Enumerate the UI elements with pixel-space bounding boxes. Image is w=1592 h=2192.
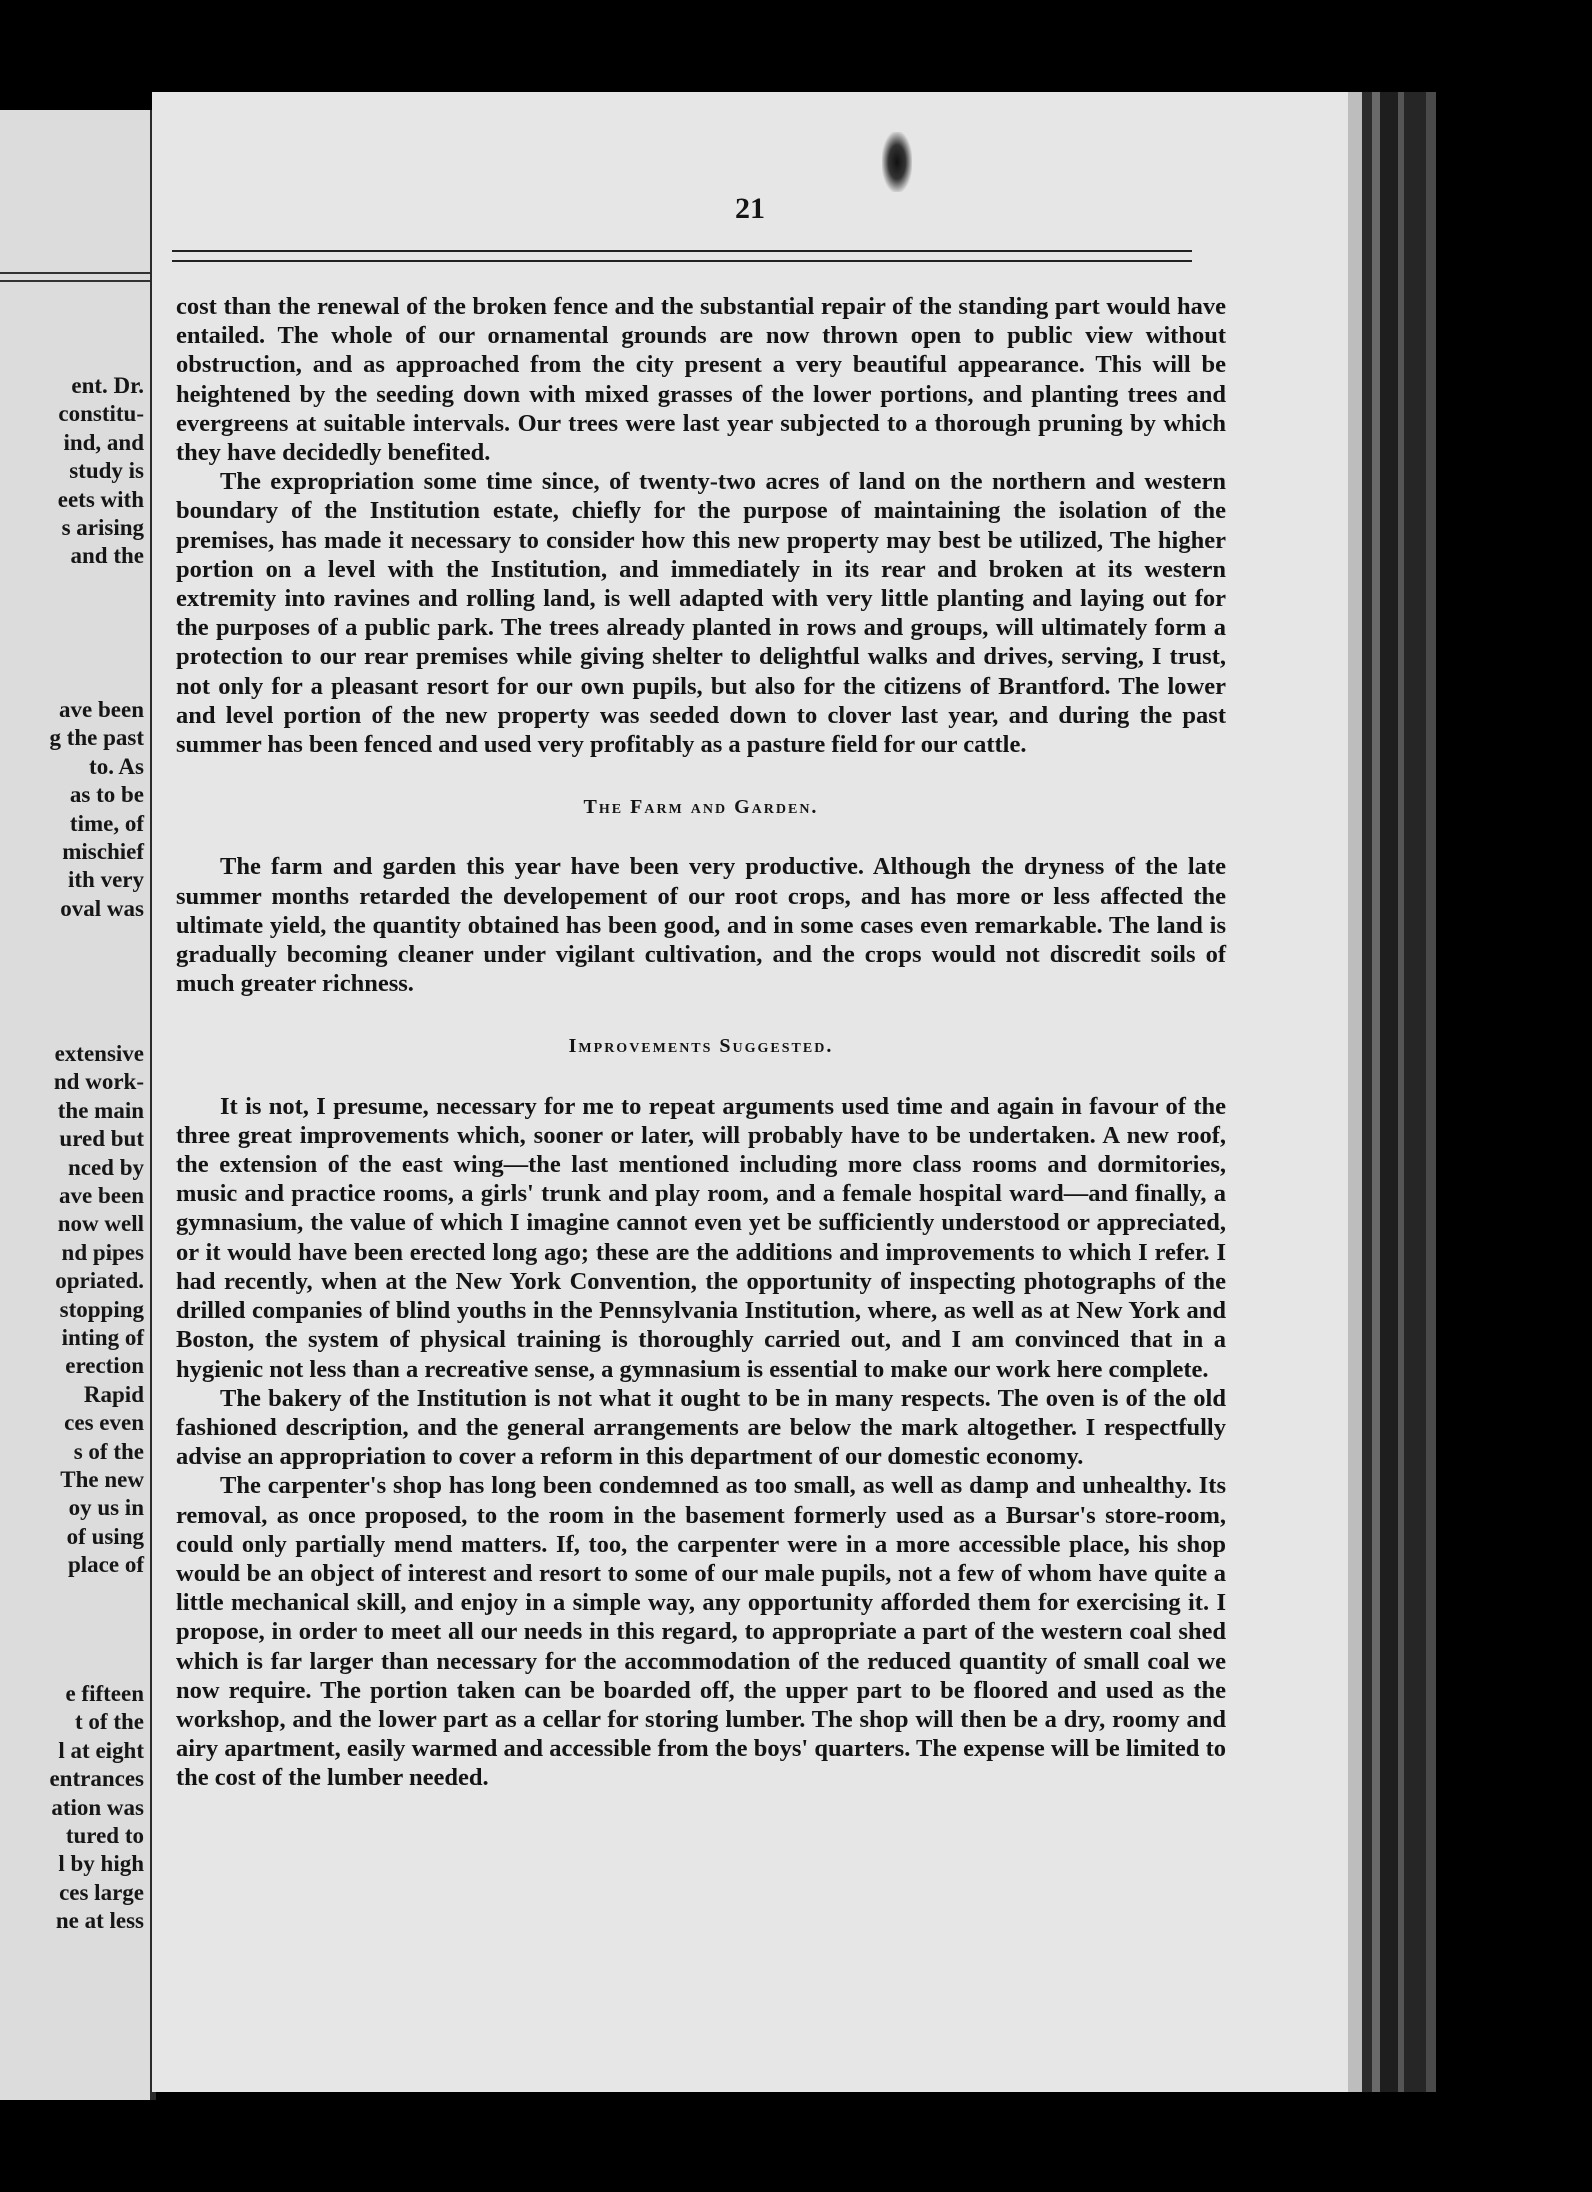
body-text	[176, 292, 1226, 1793]
left-page-line: l at eight	[58, 1737, 144, 1763]
page-number: 21	[735, 192, 765, 225]
left-page-line: ave been	[59, 697, 144, 722]
left-page-line: opriated.	[55, 1268, 144, 1294]
paragraph: The carpenter's shop has long been condemned as too small, as well as damp and unhealthy. Its removal, as once proposed, to the room in the basement formerly used as a Bursar's store-room, could only partially mend matters. If, too, the carpenter were in a more accessible place, his shop would be an object of interest and resort to some of our male pupils, not a few of whom have quite a little mechanical skill, and enjoy in a simple way, any opportunity afforded them for exercising it. I propose, in order to meet all our needs in this regard, to appropriate a part of the western coal shed which is far larger than necessary for the accommodation of the reduced quantity of small coal we now require. The portion taken can be boarded off, the upper part to be floored and used as the workshop, and the lower part as a cellar for storing lumber. The shop will then be a dry, roomy and airy apartment, easily warmed and accessible from the boys' quarters. The expense will be limited to the cost of the lumber needed.	[176, 1472, 1226, 1792]
left-page-line: ent. Dr.	[71, 373, 144, 398]
left-page-line: to. As	[89, 753, 144, 779]
left-page-line: The new	[60, 1467, 144, 1492]
left-page-line: ured but	[59, 1126, 144, 1152]
left-page-line: entrances	[49, 1766, 144, 1792]
left-page-line: erection	[65, 1353, 144, 1379]
left-page-line: nd pipes	[61, 1239, 144, 1265]
paragraph: The expropriation some time since, of twenty-two acres of land on the northern and western boundary of the Institution estate, chiefly for the purpose of maintaining the isolation of the premises, has made it necessary to consider how this new property may best be utilized, The higher portion on a level with the Institution, and immediately in its rear and broken at its western extremity into ravines and rolling land, is well adapted with very little planting and laying out for the purposes of a public park. The trees already planted in rows and groups, will ultimately form a protection to our rear premises while giving shelter to delightful walks and drives, serving, I trust, not only for a pleasant resort for our own pupils, but also for the citizens of Brantford. The lower and level portion of the new property was seeded down to clover last year, and during the past summer has been fenced and used very profitably as a pasture field for our cattle.	[176, 468, 1226, 759]
left-page-line: of using	[66, 1523, 144, 1549]
section-heading-improvements: Improvements Suggested.	[568, 1035, 834, 1058]
section-heading-farm: The Farm and Garden.	[583, 796, 819, 819]
page	[152, 92, 1348, 2092]
left-page-line: as to be	[69, 782, 144, 808]
left-page-line: extensive	[54, 1041, 144, 1066]
left-page-line: t of the	[75, 1709, 144, 1735]
left-page-line: study is	[69, 458, 144, 484]
paragraph: cost than the renewal of the broken fence and the substantial repair of the standing part would have entailed. The whole of our ornamental grounds are now thrown open to public view without obstruction, and as approached from the city present a very beautiful appearance. This will be heightened by the seeding down with mixed grasses of the lower portions, and planting trees and evergreens at suitable intervals. Our trees were last year subjected to a thorough pruning by which they have decidedly benefited.	[176, 293, 1226, 467]
left-page-line: nced by	[67, 1154, 144, 1180]
left-page-line: constitu-	[58, 401, 144, 427]
left-page-line: ind, and	[63, 429, 144, 455]
left-page-fragment	[0, 110, 156, 2100]
page-edge	[1362, 92, 1372, 2092]
left-page-rule	[0, 280, 150, 282]
left-page-line: ith very	[67, 867, 144, 893]
page-edge	[1426, 92, 1436, 2092]
paragraph: The farm and garden this year have been very productive. Although the dryness of the late summer months retarded the developement of our root crops, and has more or less affected the ultimate yield, the quantity obtained has been good, and in some cases even remarkable. The land is gradually becoming cleaner under vigilant cultivation, and the crops would not discredit soils of much greater richness.	[176, 853, 1226, 998]
left-page-line: g the past	[49, 725, 144, 751]
left-page-line: place of	[67, 1552, 144, 1578]
left-page-line: l by high	[58, 1851, 144, 1877]
paragraph: The bakery of the Institution is not what it ought to be in many respects. The oven is of the old fashioned description, and the general arrangements are below the mark altogether. I respectfully advise an appropriation to cover a reform in this department of our domestic economy.	[176, 1384, 1226, 1471]
left-page-line: time, of	[69, 810, 144, 836]
ink-blot	[882, 132, 912, 192]
left-page-line: nd work-	[53, 1069, 144, 1095]
left-page-line: ces large	[59, 1879, 144, 1905]
left-page-line: eets with	[57, 486, 144, 512]
left-page-rule	[0, 272, 150, 274]
left-page-line: ave been	[59, 1183, 144, 1208]
left-page-line: the main	[57, 1097, 144, 1123]
left-page-line: e fifteen	[65, 1681, 144, 1706]
left-page-line: now well	[57, 1211, 144, 1237]
header-rule	[172, 250, 1192, 262]
left-page-line: ne at less	[55, 1908, 144, 1934]
page-edge	[1404, 92, 1426, 2092]
left-page-line: Rapid	[83, 1381, 144, 1407]
left-page-line: mischief	[62, 839, 144, 864]
paragraph: It is not, I presume, necessary for me to repeat arguments used time and again in favour of the three great improvements which, sooner or later, will probably have to be undertaken. A new roof, the extension of the east wing—the last mentioned including more class rooms and dormitories, music and practice rooms, a girls' trunk and play room, and a female hospital ward—and finally, a gymnasium, the value of which I imagine cannot even yet be sufficiently understood or appreciated, or it would have been erected long ago; these are the additions and improvements to which I refer. I had recently, when at the New York Convention, the opportunity of inspecting photographs of the drilled companies of blind youths in the Pennsylvania Institution, where, as well as at New York and Boston, the system of physical training is thoroughly carried out, and I am convinced that in a hygienic not less than a recreative sense, a gymnasium is essential to make our work here complete.	[176, 1092, 1226, 1383]
page-edge	[1348, 92, 1362, 2092]
left-page-line: and the	[70, 543, 144, 569]
left-page-line: ation was	[51, 1794, 144, 1820]
left-page-line: oy us in	[68, 1495, 144, 1521]
page-edge	[1380, 92, 1398, 2092]
left-page-line: oval was	[60, 895, 144, 921]
left-page-line: tured to	[65, 1823, 144, 1848]
left-page-line: inting of	[61, 1325, 144, 1350]
left-page-line: s of the	[73, 1438, 144, 1464]
left-page-line: stopping	[59, 1296, 144, 1322]
left-page-line: ces even	[64, 1410, 144, 1436]
left-page-line: s arising	[61, 515, 144, 540]
page-edge	[1372, 92, 1380, 2092]
